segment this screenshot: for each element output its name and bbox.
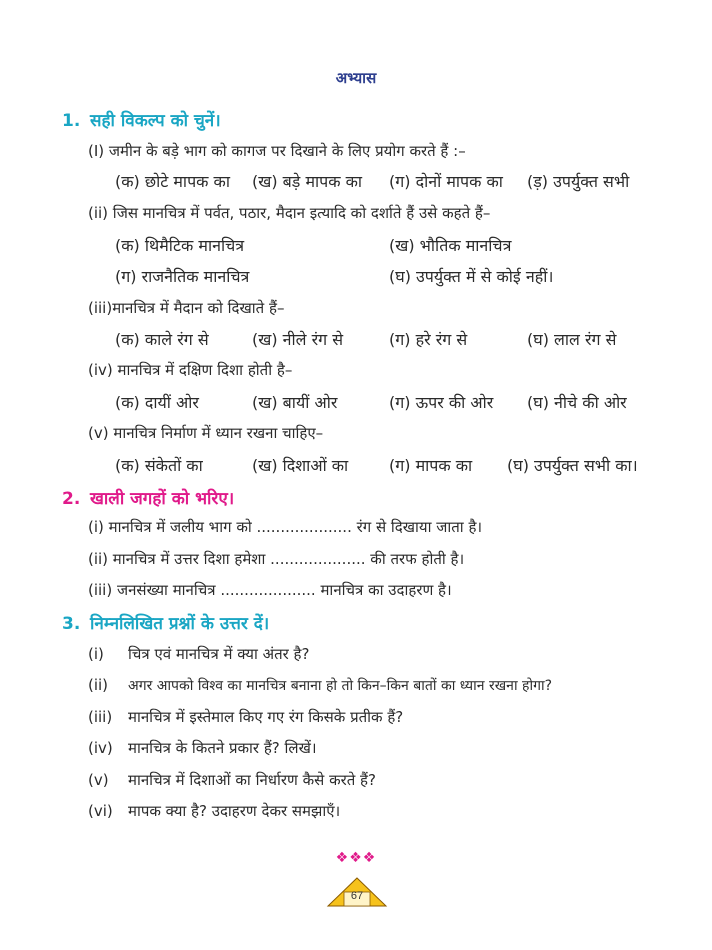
- ornament-flowers: ❖❖❖: [335, 850, 377, 866]
- page-heading: अभ्यास: [335, 69, 377, 87]
- s2-blank-3: (iii) जनसंख्या मानचित्र .................... मानचित्र का उदाहरण है।: [88, 581, 452, 599]
- s3-q5-number: (v): [88, 771, 109, 789]
- s1-q3-option-d: (घ) लाल रंग से: [527, 330, 617, 349]
- s3-q5-text: मानचित्र में दिशाओं का निर्धारण कैसे करते हैं?: [128, 771, 376, 789]
- section-1-number: 1.: [62, 111, 81, 131]
- s1-q3-option-b: (ख) नीले रंग से: [252, 330, 344, 349]
- page-number: 67: [350, 890, 364, 902]
- section-1-text: सही विकल्प को चुनें।: [90, 111, 221, 131]
- section-2-title: [62, 486, 234, 509]
- s1-q4-option-b: (ख) बायीं ओर: [252, 393, 338, 412]
- s3-q1-text: चित्र एवं मानचित्र में क्या अंतर है?: [128, 645, 310, 663]
- s1-q1-option-c: (ग) दोनों मापक का: [389, 172, 503, 191]
- s1-q2-option-a: (क) थिमैटिक मानचित्र: [115, 236, 245, 255]
- s1-question-2: (ii) जिस मानचित्र में पर्वत, पठार, मैदान इत्यादि को दर्शाते हैं उसे कहते हैं–: [88, 204, 491, 222]
- s3-question-5: [88, 770, 376, 790]
- s1-q1-option-a: (क) छोटे मापक का: [115, 172, 230, 191]
- s1-q5-option-d: (घ) उपर्युक्त सभी का।: [507, 456, 638, 475]
- s1-q1-option-b: (ख) बड़े मापक का: [252, 172, 363, 191]
- s1-q2-option-d: (घ) उपर्युक्त में से कोई नहीं।: [389, 267, 554, 286]
- s1-q5-option-b: (ख) दिशाओं का: [252, 456, 349, 475]
- s3-q1-number: (i): [88, 645, 104, 663]
- section-2-number: 2.: [62, 489, 81, 509]
- s1-q3-option-c: (ग) हरे रंग से: [389, 330, 468, 349]
- s3-q6-text: मापक क्या है? उदाहरण देकर समझाएँ।: [128, 802, 341, 820]
- s3-q2-text: अगर आपको विश्व का मानचित्र बनाना हो तो किन–किन बातों का ध्यान रखना होगा?: [128, 678, 553, 694]
- s3-q4-number: (iv): [88, 739, 113, 757]
- s3-q2-number: (ii): [88, 676, 109, 694]
- s3-question-2: [88, 676, 552, 695]
- s1-q1-option-d: (ड़) उपर्युक्त सभी: [527, 172, 630, 191]
- s3-question-6: [88, 801, 340, 821]
- s1-question-1: (I) जमीन के बड़े भाग को कागज पर दिखाने के लिए प्रयोग करते हैं :–: [88, 142, 466, 160]
- s3-question-1: [88, 644, 309, 664]
- s3-question-3: [88, 707, 403, 727]
- section-3-text: निम्नलिखित प्रश्नों के उत्तर दें।: [90, 614, 270, 634]
- s3-q3-number: (iii): [88, 708, 113, 726]
- section-2-text: खाली जगहों को भरिए।: [90, 489, 235, 509]
- s1-question-4: (iv) मानचित्र में दक्षिण दिशा होती है–: [88, 361, 293, 379]
- s1-q5-option-a: (क) संकेतों का: [115, 456, 203, 475]
- s3-q6-number: (vi): [88, 802, 113, 820]
- page-number-badge: [326, 876, 388, 908]
- s1-q3-option-a: (क) काले रंग से: [115, 330, 209, 349]
- s1-q4-option-a: (क) दायीं ओर: [115, 393, 199, 412]
- section-3-title: [62, 611, 269, 634]
- s2-blank-1: (i) मानचित्र में जलीय भाग को .................... रंग से दिखाया जाता है।: [88, 518, 483, 536]
- s2-blank-2: (ii) मानचित्र में उत्तर दिशा हमेशा .................... की तरफ होती है।: [88, 550, 465, 568]
- s3-q4-text: मानचित्र के कितने प्रकार हैं? लिखें।: [128, 739, 317, 757]
- s1-q5-option-c: (ग) मापक का: [389, 456, 473, 475]
- s1-question-5: (v) मानचित्र निर्माण में ध्यान रखना चाहिए–: [88, 424, 324, 442]
- s1-q2-option-c: (ग) राजनैतिक मानचित्र: [115, 267, 250, 286]
- section-3-number: 3.: [62, 614, 81, 634]
- s1-question-3: (iii)मानचित्र में मैदान को दिखाते हैं–: [88, 299, 285, 317]
- s3-question-4: [88, 738, 317, 758]
- s3-q3-text: मानचित्र में इस्तेमाल किए गए रंग किसके प्रतीक हैं?: [128, 708, 404, 726]
- section-1-title: [62, 108, 221, 131]
- s1-q2-option-b: (ख) भौतिक मानचित्र: [389, 236, 512, 255]
- s1-q4-option-c: (ग) ऊपर की ओर: [389, 393, 494, 412]
- s1-q4-option-d: (घ) नीचे की ओर: [527, 393, 627, 412]
